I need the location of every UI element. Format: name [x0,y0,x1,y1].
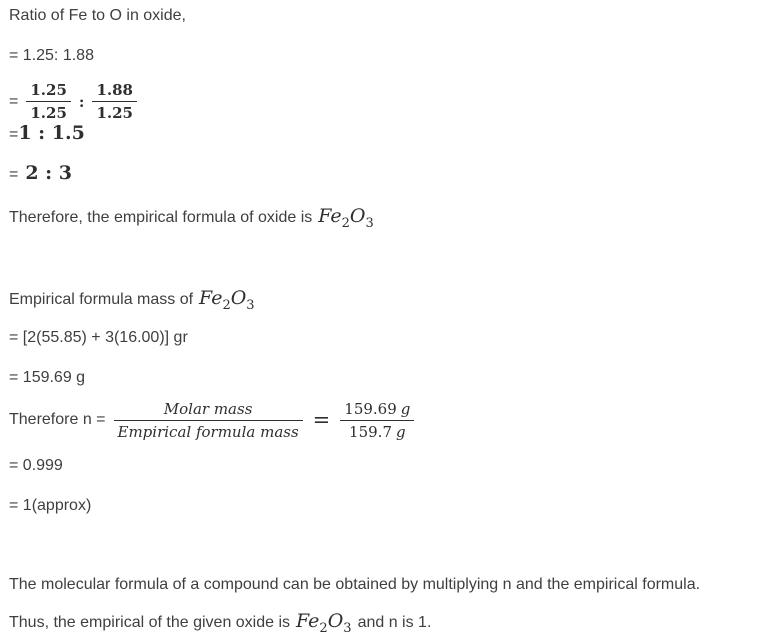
fraction-denominator: 1.25 [30,104,67,122]
equals-sign: = [9,126,19,143]
ratio-fraction-line [9,80,137,123]
mass-number: 159.7 [349,422,392,441]
fraction-2 [92,80,137,123]
empirical-mass-value [340,421,414,442]
empirical-intro-text: Therefore, the empirical formula of oxide is [9,209,313,226]
ratio-simplified-line [9,123,85,145]
equals-sign: = [9,166,19,183]
fe2o3-formula [199,287,255,313]
subscript-3: 3 [343,620,352,636]
conclusion-final-line [9,610,432,636]
element-fe: Fe [296,610,320,632]
empirical-formula-line [9,205,374,231]
element-o: O [327,610,344,632]
subscript-2: 2 [341,215,350,231]
subscript-2: 2 [319,620,328,636]
ratio-simplified-value: 1 : 1.5 [18,122,85,144]
fraction-numerator: 1.88 [92,80,137,102]
ratio-label-line: Ratio of Fe to O in oxide, [9,7,186,24]
n-prefix-text: Therefore n = [9,411,106,428]
conclusion-prefix-text: Thus, the empirical of the given oxide is [9,614,291,631]
formula-mass-line [9,287,255,313]
ratio-whole-value: 2 : 3 [25,162,73,184]
molar-mass-numerator: Molar mass [114,399,303,421]
n-calculation-line [9,400,414,440]
mass-value-line: = 159.69 g [9,369,86,386]
fe2o3-formula [296,610,352,636]
gram-unit: g [400,399,411,418]
empirical-mass-denominator: Empirical formula mass [117,422,299,441]
fraction-1 [26,80,71,123]
formula-mass-label: Empirical formula mass of [9,291,194,308]
colon-separator: : [78,92,85,111]
subscript-3: 3 [365,215,374,231]
subscript-2: 2 [222,297,231,313]
subscript-3: 3 [246,297,255,313]
n-value-line: = 0.999 [9,457,63,474]
fraction-denominator: 1.25 [96,104,133,122]
conclusion-molecular-formula-line: The molecular formula of a compound can be obtained by multiplying n and the empirical formula. [9,576,701,593]
element-o: O [230,287,247,309]
element-o: O [349,205,366,227]
n-approx-line: = 1(approx) [9,497,92,514]
mass-number: 159.69 [344,399,397,418]
element-fe: Fe [199,287,223,309]
equals-sign: = [312,408,331,432]
mass-ratio-fraction [114,399,303,442]
ratio-values-line: = 1.25: 1.88 [9,47,94,64]
mass-values-fraction [340,399,414,442]
fe2o3-formula [318,205,374,231]
gram-unit: g [396,422,406,441]
ratio-whole-line [9,163,72,185]
mass-expansion-line: = [2(55.85) + 3(16.00)] gr [9,329,188,346]
fraction-numerator: 1.25 [26,80,71,102]
element-fe: Fe [318,205,342,227]
conclusion-suffix-text: and n is 1. [357,614,432,631]
molar-mass-value [340,399,414,421]
equals-sign: = [9,92,19,110]
